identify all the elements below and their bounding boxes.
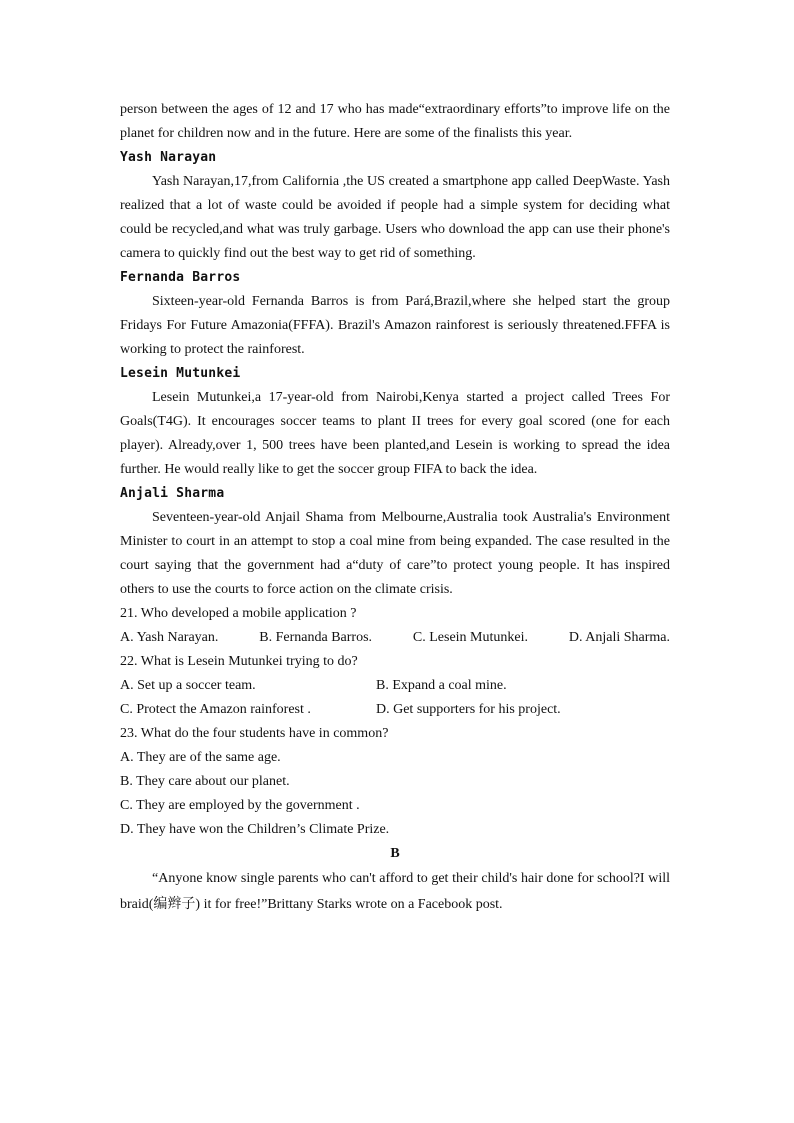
option-c: C. Protect the Amazon rainforest . (120, 702, 311, 717)
document-page (120, 98, 670, 918)
options-row (120, 626, 670, 650)
option-d: D. Anjali Sharma. (568, 630, 670, 645)
section-b-heading: B (390, 846, 400, 861)
option-c: C. Lesein Mutunkei. (412, 630, 529, 645)
section-b-paragraph: “Anyone know single parents who can't afford to get their child's hair done for school?I will braid(编辫子) it for free!”Brittany Starks wrote on a Facebook post. (120, 871, 670, 912)
option-d: D. Get supporters for his project. (376, 702, 561, 717)
finalist-yash (120, 146, 670, 266)
option-b: B. Fernanda Barros. (259, 630, 373, 645)
question-23 (120, 722, 670, 842)
option-a: A. They are of the same age. (120, 750, 281, 765)
finalist-heading: Fernanda Barros (120, 270, 241, 285)
options-row (120, 674, 670, 698)
finalist-anjali (120, 482, 670, 602)
option-b: B. They care about our planet. (120, 774, 290, 789)
finalist-lesein (120, 362, 670, 482)
question-stem: 21. Who developed a mobile application ? (120, 606, 357, 621)
finalist-heading: Anjali Sharma (120, 486, 225, 501)
finalist-paragraph: Sixteen-year-old Fernanda Barros is from Pará,Brazil,where she helped start the group Fridays For Future Amazonia(FFFA). Brazil's Amazon rainforest is seriously threatened.FFFA is working to protect the rainforest. (120, 294, 670, 357)
finalist-paragraph: Seventeen-year-old Anjail Shama from Melbourne,Australia took Australia's Environment Minister to court in an attempt to stop a coal mine from being expanded. The case resulted in the court saying that the government had a“duty of care”to protect young people. It has inspired others to use the courts to force action on the climate crisis. (120, 510, 670, 597)
option-d: D. They have won the Children’s Climate Prize. (120, 822, 390, 837)
option-a: A. Set up a soccer team. (120, 678, 256, 693)
finalist-heading: Lesein Mutunkei (120, 366, 241, 381)
finalist-fernanda (120, 266, 670, 362)
question-22 (120, 650, 670, 722)
finalist-paragraph: Lesein Mutunkei,a 17-year-old from Nairobi,Kenya started a project called Trees For Goals(T4G). It encourages soccer teams to plant II trees for every goal scored (one for each player). Already,over 1, 500 trees have been planted,and Lesein is working to spread the idea further. He would really like to get the soccer group FIFA to back the idea. (120, 390, 670, 477)
option-b: B. Expand a coal mine. (376, 678, 507, 693)
options-row (120, 698, 670, 722)
option-c: C. They are employed by the government . (120, 798, 360, 813)
question-stem: 22. What is Lesein Mutunkei trying to do? (120, 654, 358, 669)
question-21 (120, 602, 670, 650)
finalist-heading: Yash Narayan (120, 150, 217, 165)
option-a: A. Yash Narayan. (120, 630, 219, 645)
question-stem: 23. What do the four students have in common? (120, 726, 389, 741)
intro-paragraph: person between the ages of 12 and 17 who has made“extraordinary efforts”to improve life on the planet for children now and in the future. Here are some of the finalists this year. (120, 102, 670, 141)
finalist-paragraph: Yash Narayan,17,from California ,the US created a smartphone app called DeepWaste. Yash realized that a lot of waste could be avoided if people had a simple system for deciding what could be recycled,and what was truly garbage. Users who download the app can use their phone's camera to quickly find out the best way to get rid of something. (120, 174, 670, 261)
